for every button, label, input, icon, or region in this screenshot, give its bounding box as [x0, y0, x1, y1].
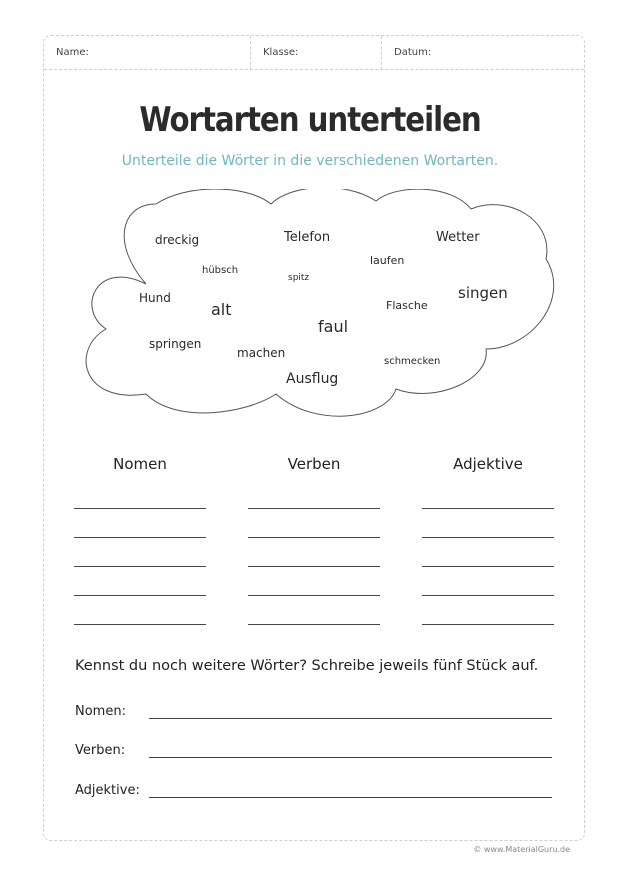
answer-line-verben[interactable] [149, 757, 552, 758]
cloud-word: Telefon [284, 230, 331, 245]
column-line-nomen[interactable] [74, 508, 206, 509]
cloud-word: hübsch [202, 265, 239, 276]
extra-words-question: Kennst du noch weitere Wörter? Schreibe jeweils fünf Stück auf. [75, 658, 539, 674]
column-line-verben[interactable] [248, 624, 380, 625]
cloud-word: springen [149, 337, 202, 351]
cloud-word: Ausflug [286, 371, 339, 387]
column-line-verben[interactable] [248, 537, 380, 538]
word-cloud-shape [76, 189, 566, 429]
cloud-word: faul [318, 317, 349, 336]
column-heading-verben: Verben [287, 455, 341, 473]
cloud-word: schmecken [384, 356, 441, 367]
date-label: Datum: [394, 47, 432, 58]
column-line-verben[interactable] [248, 566, 380, 567]
column-heading-nomen: Nomen [113, 455, 167, 473]
name-label: Name: [56, 47, 89, 58]
column-line-verben[interactable] [248, 508, 380, 509]
cloud-word: singen [458, 284, 508, 302]
answer-line-nomen[interactable] [149, 718, 552, 719]
column-line-nomen[interactable] [74, 566, 206, 567]
column-line-adjektive[interactable] [422, 595, 554, 596]
column-line-nomen[interactable] [74, 595, 206, 596]
class-label: Klasse: [263, 47, 299, 58]
column-line-nomen[interactable] [74, 537, 206, 538]
answer-row-label-nomen: Nomen: [75, 704, 126, 719]
class-field[interactable] [250, 36, 381, 70]
answer-row-label-adjektive: Adjektive: [75, 783, 140, 798]
column-line-adjektive[interactable] [422, 508, 554, 509]
column-line-adjektive[interactable] [422, 537, 554, 538]
cloud-word: Hund [139, 291, 171, 305]
cloud-word: spitz [288, 273, 310, 283]
cloud-word: machen [237, 346, 286, 360]
date-field[interactable] [381, 36, 586, 70]
cloud-word: alt [211, 300, 232, 319]
column-line-nomen[interactable] [74, 624, 206, 625]
answer-line-adjektive[interactable] [149, 797, 552, 798]
column-line-verben[interactable] [248, 595, 380, 596]
column-line-adjektive[interactable] [422, 624, 554, 625]
header-row [44, 36, 584, 70]
cloud-word: Wetter [436, 230, 480, 245]
copyright-footer: © www.MaterialGuru.de [473, 845, 570, 854]
column-heading-adjektive: Adjektive [453, 455, 523, 473]
cloud-word: dreckig [155, 233, 200, 247]
cloud-word: laufen [370, 254, 405, 267]
name-field[interactable] [44, 36, 250, 70]
instruction-subtitle: Unterteile die Wörter in die verschiedenen Wortarten. [121, 153, 499, 169]
cloud-word: Flasche [386, 299, 428, 312]
column-line-adjektive[interactable] [422, 566, 554, 567]
page-title: Wortarten unterteilen [139, 100, 481, 140]
answer-row-label-verben: Verben: [75, 743, 126, 758]
